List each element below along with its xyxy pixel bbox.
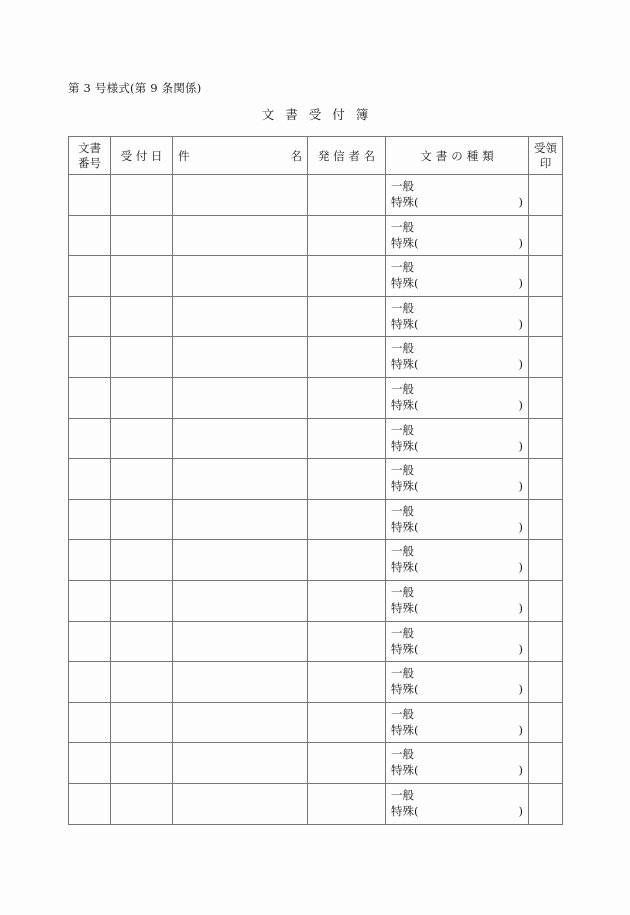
table-row [69,499,563,540]
cell-doc-number[interactable] [69,418,111,459]
doc-kind-special-close: ) [518,803,523,818]
doc-kind-special-close: ) [518,438,523,453]
doc-kind-option-special[interactable] [391,194,523,210]
cell-receipt-date[interactable] [111,621,173,662]
cell-doc-kind[interactable] [386,540,529,581]
doc-kind-option-special[interactable] [391,478,523,494]
doc-kind-special-close: ) [518,763,523,778]
doc-kind-special-open: 特殊( [391,438,419,453]
cell-doc-kind[interactable] [386,256,529,297]
column-header-doc-number-line2: 番号 [78,155,101,170]
cell-receipt-seal[interactable] [529,702,563,743]
doc-kind-option-general[interactable]: 一般 [391,463,414,478]
page-title-text: 文書受付簿 [261,107,380,122]
cell-receipt-seal[interactable] [529,743,563,784]
doc-kind-special-close: ) [518,195,523,209]
cell-doc-number[interactable] [69,743,111,784]
doc-kind-option-general[interactable]: 一般 [391,584,414,599]
doc-kind-option-general[interactable]: 一般 [391,300,414,315]
table-body [69,175,563,825]
doc-kind-special-close: ) [518,479,523,494]
doc-kind-option-special[interactable] [391,559,523,575]
doc-kind-option-general[interactable]: 一般 [391,503,414,518]
cell-subject[interactable] [173,580,308,621]
doc-kind-special-close: ) [518,722,523,737]
table-row [69,296,563,337]
doc-kind-option-special[interactable] [391,356,523,372]
column-header-doc-number [69,137,111,175]
doc-kind-special-close: ) [518,682,523,697]
doc-kind-special-open: 特殊( [391,722,419,737]
cell-doc-number[interactable] [69,459,111,500]
doc-kind-special-open: 特殊( [391,803,419,818]
doc-kind-option-general[interactable]: 一般 [391,625,414,640]
doc-kind-option-general[interactable]: 一般 [391,787,414,802]
cell-receipt-seal[interactable] [529,296,563,337]
doc-kind-special-close: ) [518,235,523,250]
cell-receipt-seal[interactable] [529,215,563,256]
table-row [69,662,563,703]
doc-kind-option-general[interactable]: 一般 [391,747,414,762]
cell-subject[interactable] [173,256,308,297]
table-header-row [69,137,563,175]
cell-doc-kind[interactable] [386,296,529,337]
cell-doc-kind[interactable] [386,418,529,459]
cell-receipt-date[interactable] [111,377,173,418]
cell-receipt-date[interactable] [111,459,173,500]
table-row [69,783,563,824]
doc-kind-option-special[interactable] [391,722,523,738]
doc-kind-option-special[interactable] [391,316,523,332]
doc-kind-special-open: 特殊( [391,763,419,778]
table-row [69,377,563,418]
cell-subject[interactable] [173,459,308,500]
cell-sender-name[interactable] [308,337,386,378]
table-row [69,418,563,459]
doc-kind-special-open: 特殊( [391,397,419,412]
column-header-receipt-seal [529,137,563,175]
column-header-subject [173,137,308,175]
doc-kind-special-open: 特殊( [391,235,419,250]
table-row [69,256,563,297]
cell-receipt-seal[interactable] [529,621,563,662]
cell-doc-number[interactable] [69,337,111,378]
cell-subject[interactable] [173,621,308,662]
cell-doc-kind[interactable] [386,499,529,540]
cell-sender-name[interactable] [308,662,386,703]
doc-kind-option-general[interactable]: 一般 [391,544,414,559]
cell-doc-number[interactable] [69,175,111,216]
cell-receipt-date[interactable] [111,175,173,216]
cell-doc-number[interactable] [69,783,111,824]
cell-doc-number[interactable] [69,662,111,703]
doc-kind-special-close: ) [518,560,523,575]
cell-receipt-seal[interactable] [529,459,563,500]
doc-kind-option-special[interactable] [391,641,523,657]
cell-sender-name[interactable] [308,702,386,743]
cell-receipt-seal[interactable] [529,256,563,297]
doc-kind-option-special[interactable] [391,275,523,291]
cell-doc-kind[interactable] [386,377,529,418]
cell-receipt-seal[interactable] [529,337,563,378]
cell-receipt-seal[interactable] [529,377,563,418]
cell-sender-name[interactable] [308,459,386,500]
cell-doc-number[interactable] [69,702,111,743]
cell-doc-kind[interactable] [386,702,529,743]
doc-kind-special-close: ) [518,519,523,534]
doc-kind-option-general[interactable]: 一般 [391,381,414,396]
doc-kind-option-general[interactable]: 一般 [391,666,414,681]
cell-receipt-date[interactable] [111,499,173,540]
cell-receipt-date[interactable] [111,540,173,581]
cell-doc-kind[interactable] [386,743,529,784]
cell-subject[interactable] [173,499,308,540]
cell-doc-kind[interactable] [386,621,529,662]
doc-kind-option-general[interactable]: 一般 [391,260,414,275]
cell-sender-name[interactable] [308,175,386,216]
doc-kind-option-special[interactable] [391,803,523,819]
cell-doc-kind[interactable] [386,580,529,621]
table-row [69,702,563,743]
cell-sender-name[interactable] [308,215,386,256]
table-row [69,459,563,500]
cell-doc-number[interactable] [69,580,111,621]
doc-kind-special-close: ) [518,600,523,615]
cell-subject[interactable] [173,783,308,824]
doc-kind-special-close: ) [518,316,523,331]
doc-kind-special-open: 特殊( [391,641,419,656]
cell-sender-name[interactable] [308,580,386,621]
cell-doc-kind[interactable] [386,662,529,703]
table-row [69,175,563,216]
column-header-receipt-seal-line1: 受領 [534,140,557,155]
doc-kind-special-open: 特殊( [391,316,419,331]
page-title [68,106,562,124]
column-header-receipt-date-text: 受 付 日 [120,148,163,163]
column-header-doc-kind-text: 文書の種類 [420,148,498,163]
doc-kind-special-close: ) [518,276,523,291]
form-number-label: 第 3 号様式(第 9 条関係) [68,81,202,95]
cell-subject[interactable] [173,743,308,784]
cell-receipt-date[interactable] [111,256,173,297]
column-header-doc-number-line1: 文書 [78,140,101,155]
doc-kind-option-general[interactable]: 一般 [391,341,414,356]
doc-kind-special-open: 特殊( [391,560,419,575]
column-header-sender-name-text: 発 信 者 名 [318,148,375,163]
doc-kind-special-open: 特殊( [391,195,419,209]
cell-doc-kind[interactable] [386,337,529,378]
doc-kind-option-special[interactable] [391,519,523,535]
cell-receipt-date[interactable] [111,296,173,337]
column-header-sender-name [308,137,386,175]
doc-kind-option-general[interactable]: 一般 [391,422,414,437]
column-header-doc-kind [386,137,529,175]
cell-subject[interactable] [173,377,308,418]
table-row [69,540,563,581]
cell-subject[interactable] [173,418,308,459]
cell-doc-number[interactable] [69,377,111,418]
doc-kind-option-special[interactable] [391,600,523,616]
cell-sender-name[interactable] [308,296,386,337]
cell-doc-number[interactable] [69,215,111,256]
table-row [69,743,563,784]
doc-kind-special-close: ) [518,641,523,656]
cell-receipt-date[interactable] [111,337,173,378]
doc-kind-special-open: 特殊( [391,357,419,372]
cell-receipt-date[interactable] [111,743,173,784]
cell-doc-kind[interactable] [386,215,529,256]
cell-receipt-seal[interactable] [529,783,563,824]
cell-receipt-seal[interactable] [529,580,563,621]
cell-doc-number[interactable] [69,296,111,337]
cell-receipt-seal[interactable] [529,418,563,459]
cell-receipt-date[interactable] [111,783,173,824]
cell-receipt-date[interactable] [111,418,173,459]
doc-kind-special-open: 特殊( [391,682,419,697]
cell-subject[interactable] [173,175,308,216]
table-row [69,580,563,621]
cell-sender-name[interactable] [308,743,386,784]
cell-subject[interactable] [173,702,308,743]
cell-doc-kind[interactable] [386,783,529,824]
doc-kind-special-open: 特殊( [391,519,419,534]
table-row [69,621,563,662]
cell-doc-number[interactable] [69,540,111,581]
cell-sender-name[interactable] [308,256,386,297]
cell-sender-name[interactable] [308,783,386,824]
cell-receipt-seal[interactable] [529,499,563,540]
cell-receipt-date[interactable] [111,662,173,703]
table-row [69,337,563,378]
doc-kind-special-open: 特殊( [391,600,419,615]
doc-kind-option-special[interactable] [391,681,523,697]
doc-kind-special-close: ) [518,357,523,372]
doc-kind-special-close: ) [518,397,523,412]
cell-doc-kind[interactable] [386,175,529,216]
cell-receipt-date[interactable] [111,702,173,743]
cell-receipt-date[interactable] [111,215,173,256]
document-receipt-register-table [68,136,563,825]
cell-receipt-seal[interactable] [529,662,563,703]
cell-subject[interactable] [173,540,308,581]
cell-sender-name[interactable] [308,621,386,662]
column-header-receipt-date [111,137,173,175]
cell-sender-name[interactable] [308,418,386,459]
column-header-subject-right: 名 [290,148,302,163]
cell-subject[interactable] [173,215,308,256]
cell-doc-number[interactable] [69,621,111,662]
doc-kind-option-general[interactable]: 一般 [391,706,414,721]
cell-doc-kind[interactable] [386,459,529,500]
cell-doc-number[interactable] [69,499,111,540]
cell-receipt-date[interactable] [111,580,173,621]
doc-kind-option-special[interactable] [391,762,523,778]
doc-kind-special-open: 特殊( [391,276,419,291]
doc-kind-special-open: 特殊( [391,479,419,494]
cell-sender-name[interactable] [308,499,386,540]
doc-kind-option-special[interactable] [391,438,523,454]
column-header-subject-left: 件 [178,148,190,163]
cell-receipt-seal[interactable] [529,540,563,581]
doc-kind-option-general[interactable]: 一般 [391,219,414,234]
cell-subject[interactable] [173,662,308,703]
cell-sender-name[interactable] [308,540,386,581]
doc-kind-option-general[interactable]: 一般 [391,179,414,193]
cell-subject[interactable] [173,296,308,337]
doc-kind-option-special[interactable] [391,235,523,251]
column-header-receipt-seal-line2: 印 [539,155,552,170]
cell-sender-name[interactable] [308,377,386,418]
cell-receipt-seal[interactable] [529,175,563,216]
cell-doc-number[interactable] [69,256,111,297]
cell-subject[interactable] [173,337,308,378]
doc-kind-option-special[interactable] [391,397,523,413]
table-row [69,215,563,256]
